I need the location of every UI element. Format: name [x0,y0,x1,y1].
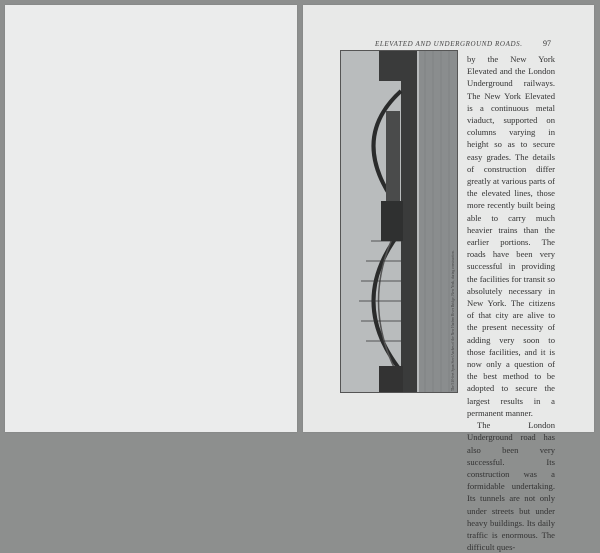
right-page [303,5,594,553]
left-blank-page [5,5,297,432]
running-header: ELEVATED AND UNDERGROUND ROADS. [375,40,523,48]
paragraph-1: by the New York Elevated and the London Underground railways. The New York Elevated is a continuous metal viaduct, supported on columns varying in height so as to secure easy grades. The details of construction differ greatly at various parts of the elevated lines, those more recently built being able to carry much heavier trains than the earlier portions. The roads have been very successful in providing the facilities for transit so absolutely necessary in New York. The citizens of that city are alive to the present necessity of adding very soon to those facilities, and it is now only a question of the best method to be adopted to secure the largest results in a permanent manner. [467,54,555,418]
page-number: 97 [543,39,551,48]
body-text [467,53,555,553]
paragraph-2: The London Underground road has also been very successful. Its construction was a formidable undertaking. Its tunnels are not only under streets but under heavy buildings. Its daily traffic is enormous. The difficult ques- [467,420,555,553]
bridge-engraving-plate [340,50,458,393]
plate-caption: The 510-feet Span Steel Arches of the New Harlem River Bridge, New York, during construction. [451,250,455,391]
bridge-illustration [341,51,457,392]
